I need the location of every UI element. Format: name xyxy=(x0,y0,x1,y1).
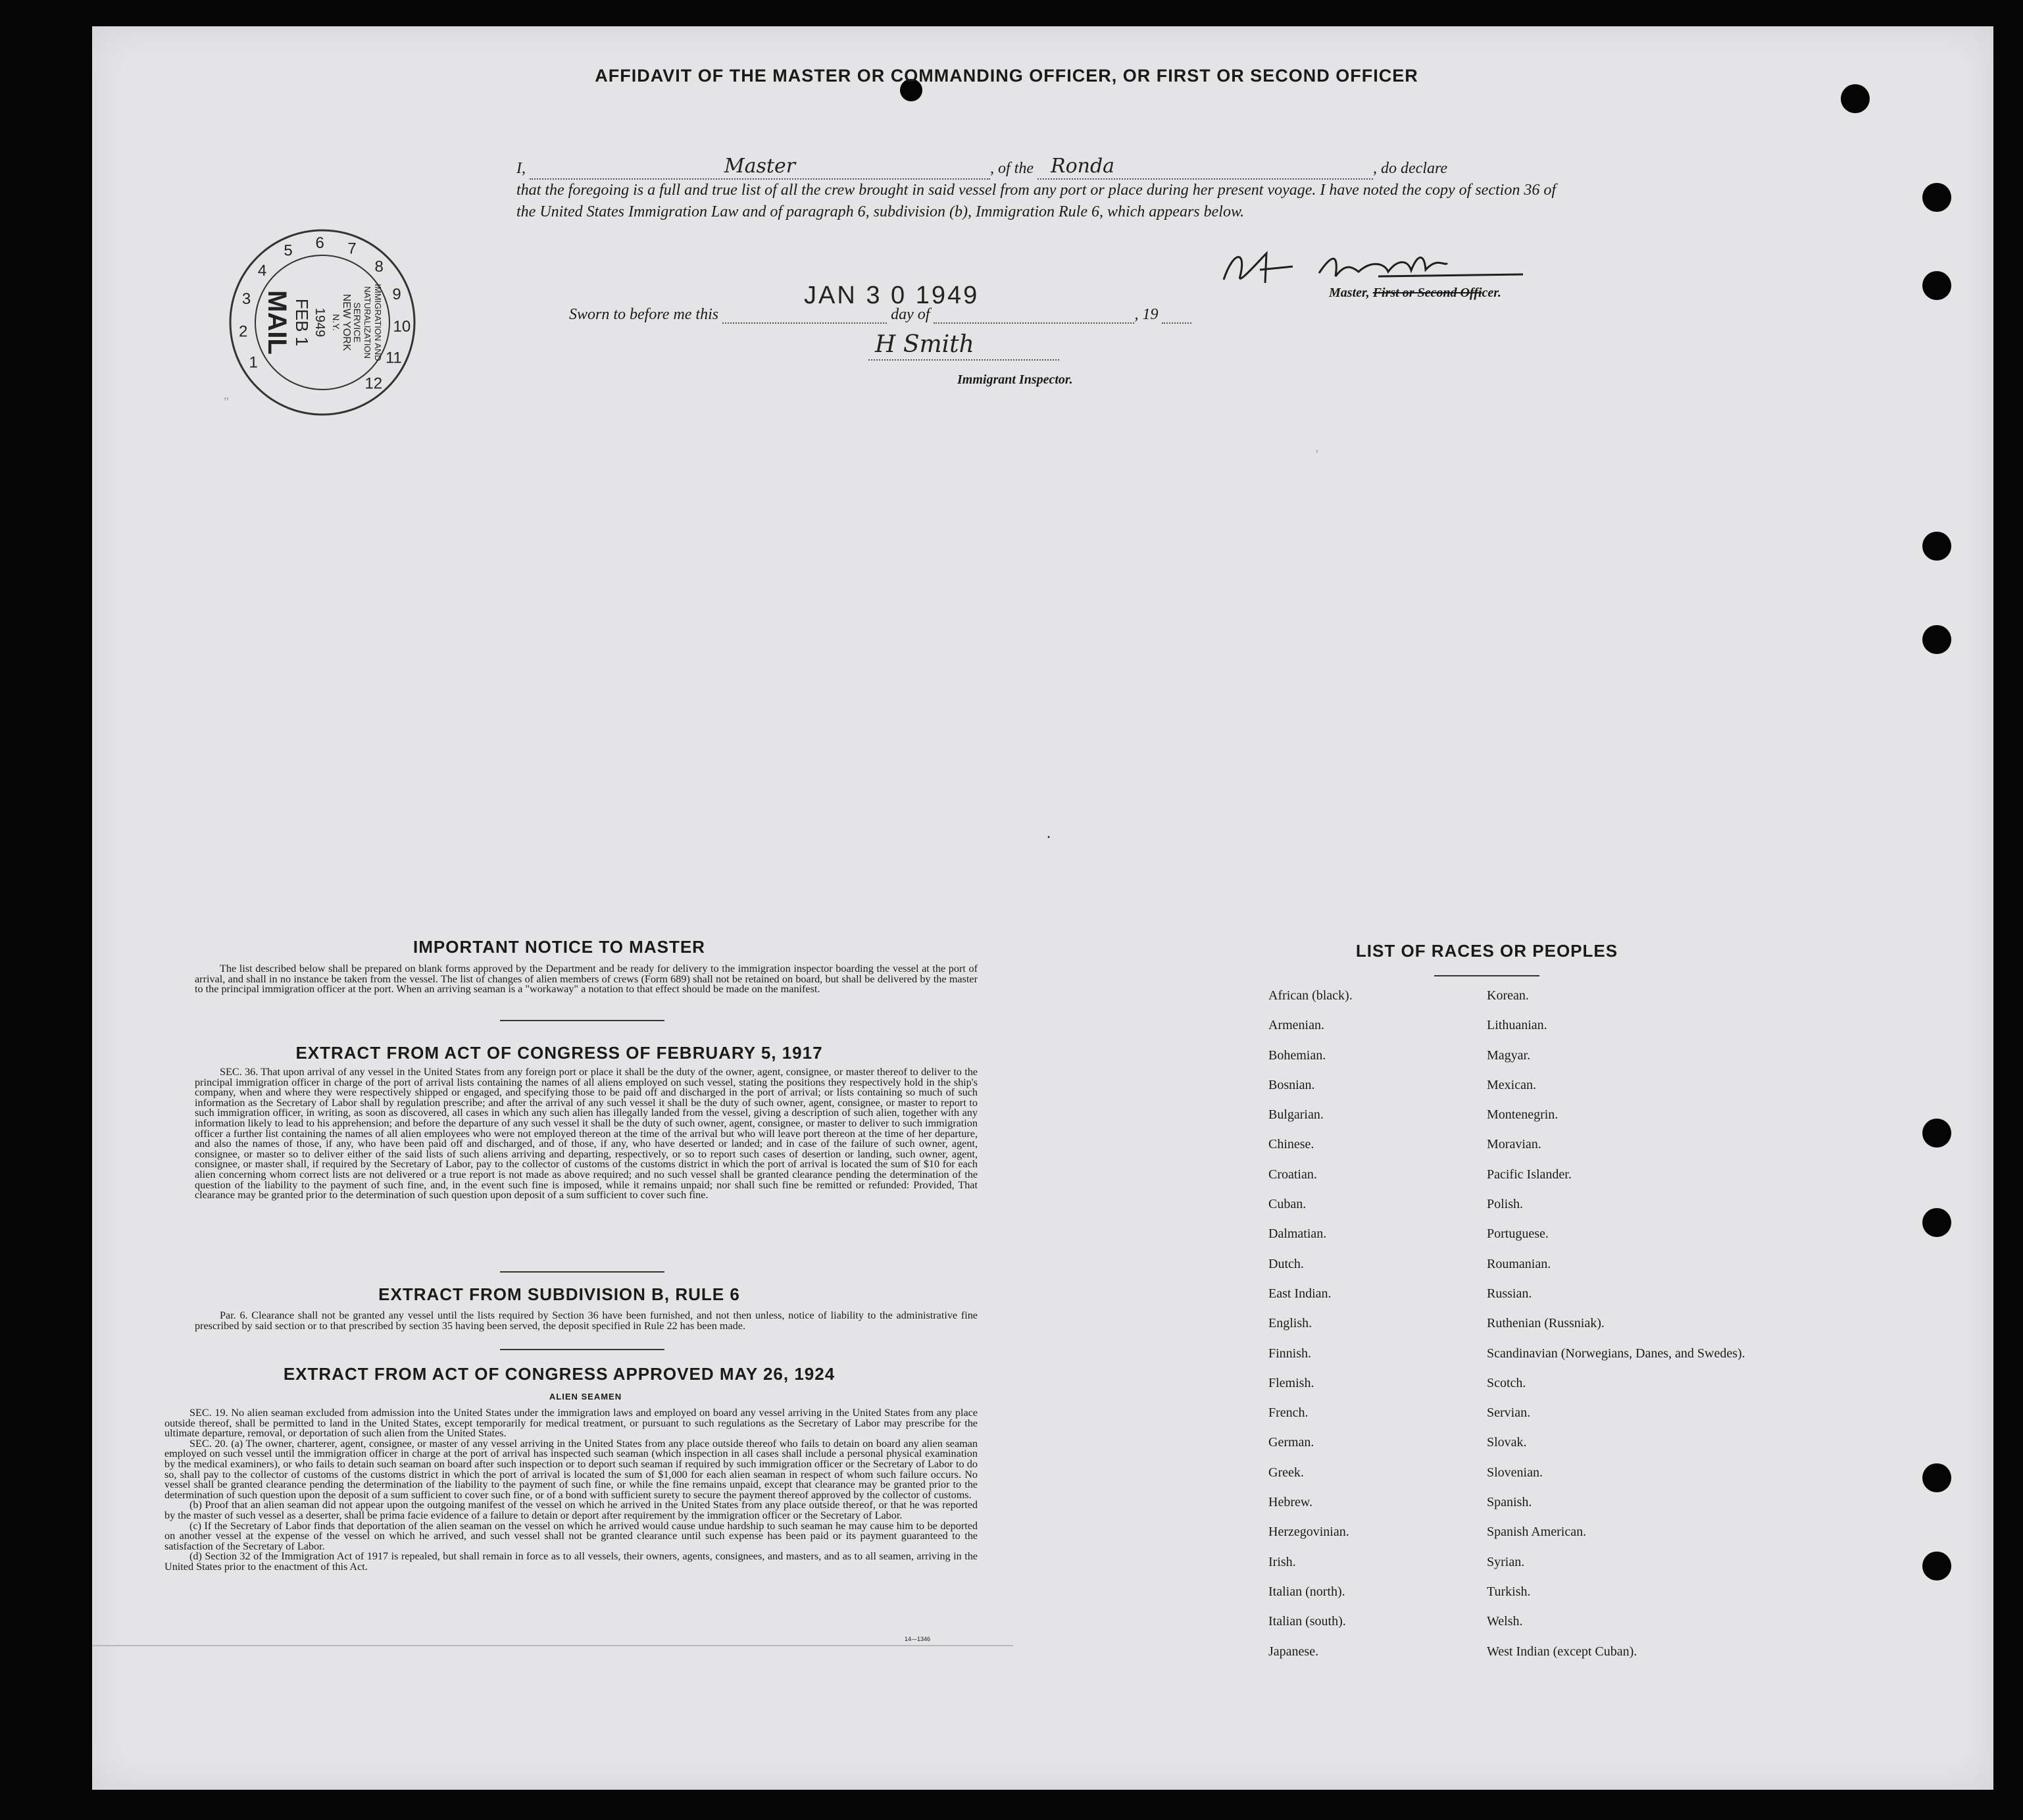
stamp-number: 3 xyxy=(241,290,251,309)
race-item: Dalmatian. xyxy=(1268,1226,1327,1242)
punch-hole xyxy=(1922,1463,1951,1492)
inspector-label: Immigrant Inspector. xyxy=(957,372,1073,387)
extract-rule6-text: Par. 6. Clearance shall not be granted any vessel until the lists required by Section 36 have been furnished, and not then unless, notice of liability to the administrative fine prescribed by said section or to that prescribed by section 35 having been served, the deposit specified in Rule 22 has been made. xyxy=(195,1309,978,1332)
of-the-text: , of the xyxy=(990,160,1034,177)
punch-hole xyxy=(1922,183,1951,212)
race-item: Syrian. xyxy=(1487,1554,1525,1569)
race-item: Scotch. xyxy=(1487,1375,1526,1390)
stamp-line-3: 1949 xyxy=(312,307,327,338)
extract-1924-text xyxy=(164,1408,978,1573)
stray-mark: · xyxy=(1046,829,1051,846)
name-handwriting: Master xyxy=(724,155,796,178)
stamp-number: 12 xyxy=(364,374,383,393)
stamp-line-5: NATURALIZATION xyxy=(362,286,372,359)
vessel-handwriting: Ronda xyxy=(1051,155,1115,178)
race-item: Portuguese. xyxy=(1487,1226,1549,1242)
race-item: Montenegrin. xyxy=(1487,1107,1559,1123)
stamp-line-4: IMMIGRATION AND xyxy=(373,284,383,361)
race-item: West Indian (except Cuban). xyxy=(1487,1644,1637,1659)
inspector-signature-field xyxy=(868,329,1059,361)
name-field xyxy=(530,155,990,180)
race-item: Bulgarian. xyxy=(1268,1107,1324,1123)
stamp-number: 10 xyxy=(393,317,411,336)
alien-seamen-subheading: ALIEN SEAMEN xyxy=(549,1392,622,1402)
races-right-column xyxy=(1487,988,1745,1674)
date-stamp: JAN 3 0 1949 xyxy=(804,282,980,309)
stamp-number: 8 xyxy=(374,258,384,276)
extract-rule6-heading: EXTRACT FROM SUBDIVISION B, RULE 6 xyxy=(378,1284,740,1304)
mail-stamp-graphic xyxy=(224,224,421,421)
race-item: Armenian. xyxy=(1268,1018,1324,1033)
divider xyxy=(500,1020,664,1021)
punch-hole xyxy=(1922,1119,1951,1148)
declaration-text xyxy=(516,155,1576,223)
divider xyxy=(500,1349,664,1350)
race-item: Chinese. xyxy=(1268,1137,1314,1152)
race-item: Lithuanian. xyxy=(1487,1018,1547,1033)
fold-line xyxy=(92,1645,1013,1646)
race-item: Slovenian. xyxy=(1487,1465,1543,1480)
master-label-part: Master, xyxy=(1329,286,1373,300)
race-item: Croatian. xyxy=(1268,1167,1317,1182)
punch-hole xyxy=(1922,532,1951,561)
race-item: Magyar. xyxy=(1487,1048,1531,1063)
stamp-line-2: FEB 1 xyxy=(292,298,312,347)
extract-1917-text: SEC. 36. That upon arrival of any vessel in the United States from any foreign port or place it shall be the duty of the owner, agent, consignee, or master thereof to deliver to the principal immigration officer in charge of the port of arrival lists containing the names of all aliens employed on such vessel, stating the positions they respectively hold in the ship's company, when and where they were respectively shipped or engaged, and specifying those to be paid off and discharged in the port of arrival; or lists containing so much of such information as the Secretary of Labor shall by regulation prescribe; and after the arrival of any such vessel it shall be the duty of such owner, agent, consignee, or master to report to such immigration officer, in writing, as soon as discovered, all cases in which any such alien has illegally landed from the vessel, giving a description of such alien, together with any information likely to lead to his apprehension; and before the departure of any such vessel it shall be the duty of such owner, agent, consignee, or master to deliver to such immigration officer a further list containing the names of all alien employees who were not employed thereon at the time of the arrival but who will leave port thereon at the time of her departure, and also the names of those, if any, who have been paid off and discharged, and of those, if any, who have deserted or landed; and in case of the failure of such owner, agent, consignee, or master so to deliver either of the said lists of such aliens arriving and departing, respectively, or so to report such cases of desertion or landing, such owner, agent, consignee, or master shall, if required by the Secretary of Labor, pay to the collector of customs of the customs district in which the port of arrival is located the sum of $10 for each alien concerning whom correct lists are not delivered or a true report is not made as above required; and no such vessel shall be granted clearance pending the determination of the question of the liability to the payment of such fine, and, in the event such fine is imposed, while it remains unpaid; nor shall such fine be remitted or refunded: Provided, That clearance may be granted prior to the determination of such question upon deposit of a sum sufficient to cover such fine. xyxy=(195,1066,978,1201)
do-declare-text: , do declare xyxy=(1373,160,1448,177)
punch-hole xyxy=(1922,1552,1951,1580)
notice-heading: IMPORTANT NOTICE TO MASTER xyxy=(413,937,705,957)
stamp-number: 1 xyxy=(249,353,258,372)
stamp-number: 7 xyxy=(347,240,357,258)
race-item: Servian. xyxy=(1487,1405,1531,1421)
sworn-day-of: day of xyxy=(891,306,930,323)
races-divider xyxy=(1434,975,1539,976)
notice-text: The list described below shall be prepared on blank forms approved by the Department and be ready for delivery to the immigration inspector boarding the vessel at the port of arrival, and shall in no instance be taken from the vessel. The list of changes of alien members of crews (Form 689) shall not be retained on board, but shall be delivered by the master to the principal immigration officer at the port. When an arriving seaman is a "workaway" a notation to that effect should be made on the manifest. xyxy=(195,963,978,996)
form-number: 14—1346 xyxy=(905,1636,931,1642)
declaration-prefix: I, xyxy=(516,160,526,177)
divider xyxy=(500,1271,664,1273)
sec20c-text: (c) If the Secretary of Labor finds that deportation of the alien seaman on the vessel on which he arrived would cause undue hardship to such seaman he may cause him to be deported on another vessel at the expense of the vessel on which he arrived, and such vessel shall not be granted clearance until such expense has been paid or its payment guaranteed to the satisfaction of the Secretary of Labor. xyxy=(164,1519,978,1552)
punch-hole xyxy=(1922,271,1951,300)
declaration-body: that the foregoing is a full and true list of all the crew brought in said vessel from any port or place during her present voyage. I have noted the copy of section 36 of the United States Immigration Law and of paragraph 6, subdivision (b), Immigration Rule 6, which appears below. xyxy=(516,182,1556,220)
race-item: Moravian. xyxy=(1487,1137,1541,1152)
sec20d-text: (d) Section 32 of the Immigration Act of 1917 is repealed, but shall remain in force as to all vessels, their owners, agents, consignees, and masters, and as to all seamen, arriving in the United States prior to the enactment of this Act. xyxy=(164,1550,978,1573)
race-item: German. xyxy=(1268,1435,1314,1450)
stamp-line-7: NEW YORK xyxy=(341,293,352,351)
sec20b-text: (b) Proof that an alien seaman did not appear upon the outgoing manifest of the vessel on which he arrived in the United States from any place outside thereof, or that he was reported by the master of such vessel as a deserter, shall be prima facie evidence of a failure to detain or deport after requirement by the immigration officer or the Secretary of Labor. xyxy=(164,1499,978,1521)
race-item: Russian. xyxy=(1487,1286,1532,1301)
bleed-through-mark: " xyxy=(224,395,230,409)
stamp-number: 4 xyxy=(257,261,267,280)
race-item: Flemish. xyxy=(1268,1375,1314,1390)
races-left-column xyxy=(1268,988,1353,1674)
stamp-number: 9 xyxy=(392,285,401,303)
extract-1924-heading: EXTRACT FROM ACT OF CONGRESS APPROVED MAY 26, 1924 xyxy=(283,1364,836,1384)
race-item: Herzegovinian. xyxy=(1268,1525,1349,1540)
stamp-number: 2 xyxy=(239,322,248,341)
punch-hole xyxy=(1922,1208,1951,1237)
race-item: English. xyxy=(1268,1316,1312,1331)
race-item: Polish. xyxy=(1487,1197,1524,1212)
race-item: Greek. xyxy=(1268,1465,1304,1480)
race-item: Finnish. xyxy=(1268,1346,1312,1361)
race-item: Bohemian. xyxy=(1268,1048,1326,1063)
punch-hole xyxy=(1841,84,1870,113)
master-label-end: cer. xyxy=(1482,286,1501,300)
sworn-prefix: Sworn to before me this xyxy=(569,306,719,323)
stamp-line-1: MAIL xyxy=(262,290,291,355)
punch-hole xyxy=(1922,625,1951,654)
race-item: Mexican. xyxy=(1487,1077,1536,1092)
race-item: Ruthenian (Russniak). xyxy=(1487,1316,1605,1331)
master-label xyxy=(1329,286,1501,301)
sworn-year-field xyxy=(1162,304,1191,324)
bleed-through-mark: ' xyxy=(1316,447,1318,462)
master-label-struck: First or Second Offi xyxy=(1372,286,1482,300)
race-item: Turkish. xyxy=(1487,1584,1531,1599)
race-item: Spanish American. xyxy=(1487,1525,1587,1540)
race-item: Japanese. xyxy=(1268,1644,1319,1659)
race-item: Dutch. xyxy=(1268,1256,1304,1271)
stamp-number: 5 xyxy=(284,241,293,260)
race-item: Italian (south). xyxy=(1268,1614,1346,1629)
stamp-line-8: N.Y. xyxy=(331,314,341,331)
races-heading: LIST OF RACES OR PEOPLES xyxy=(1355,941,1618,961)
race-item: French. xyxy=(1268,1405,1309,1421)
affidavit-title: AFFIDAVIT OF THE MASTER OR COMMANDING OFFICER, OR FIRST OR SECOND OFFICER xyxy=(595,66,1418,86)
race-item: Pacific Islander. xyxy=(1487,1167,1572,1182)
extract-1917-heading: EXTRACT FROM ACT OF CONGRESS OF FEBRUARY 5, 1917 xyxy=(295,1043,823,1063)
sworn-year: , 19 xyxy=(1134,306,1159,323)
race-item: Korean. xyxy=(1487,988,1529,1003)
race-item: East Indian. xyxy=(1268,1286,1332,1301)
race-item: Cuban. xyxy=(1268,1197,1307,1212)
stamp-number: 11 xyxy=(385,349,402,367)
race-item: Slovak. xyxy=(1487,1435,1527,1450)
stamp-line-6: SERVICE xyxy=(352,302,362,343)
race-item: Italian (north). xyxy=(1268,1584,1345,1599)
race-item: Hebrew. xyxy=(1268,1495,1313,1510)
vessel-field xyxy=(1037,155,1373,180)
stamp-number: 6 xyxy=(315,234,324,253)
race-item: African (black). xyxy=(1268,988,1353,1003)
sec20a-text: SEC. 20. (a) The owner, charterer, agent, consignee, or master of any vessel arriving in the United States from any place outside thereof who fails to detain on board any alien seaman employed on such vessel until the immigration officer in charge at the port of arrival has inspected such seaman (which inspection in all cases shall include a personal physical examination by the medical examiners), or who fails to detain such seaman on board after such inspection or to deport such seaman if required by such immigration officer or the Secretary of Labor to do so, shall pay to the collector of customs of the customs district in which the port of arrival is located the sum of $1,000 for each alien seaman in respect of whom such failure occurs. No vessel shall be granted clearance pending the determination of the liability to the payment of such fine, or while the fine remains unpaid, except that clearance may be granted prior to the determination of such question upon the deposit of a sum sufficient to cover such fine, or of a bond with sufficient surety to secure the payment thereof approved by the collector of customs. xyxy=(164,1437,978,1501)
race-item: Bosnian. xyxy=(1268,1077,1315,1092)
race-item: Roumanian. xyxy=(1487,1256,1551,1271)
race-item: Irish. xyxy=(1268,1554,1296,1569)
race-item: Scandinavian (Norwegians, Danes, and Swedes). xyxy=(1487,1346,1745,1361)
inspector-signature: H Smith xyxy=(875,331,974,358)
race-item: Spanish. xyxy=(1487,1495,1532,1510)
sec19-text: SEC. 19. No alien seaman excluded from admission into the United States under the immigration laws and employed on board any vessel arriving in the United States from any place outside thereof, shall be permitted to land in the United States, except temporarily for medical treatment, or pursuant to such regulations as the Secretary of Labor may prescribe for the ultimate departure, removal, or deportation of such alien from the United States. xyxy=(164,1407,978,1440)
mail-stamp xyxy=(224,224,421,421)
race-item: Welsh. xyxy=(1487,1614,1523,1629)
